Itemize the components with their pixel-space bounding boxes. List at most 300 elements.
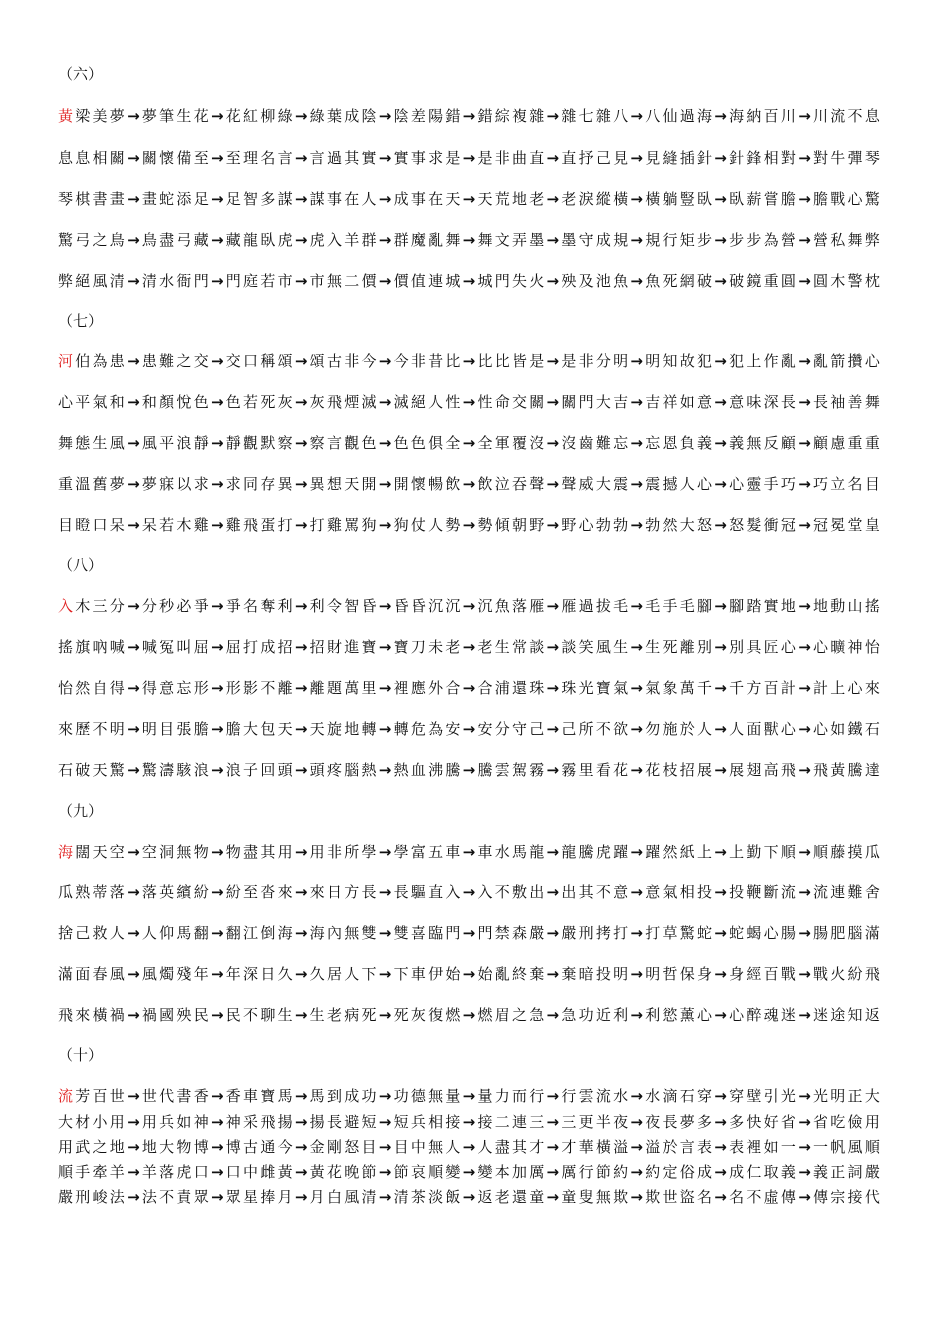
idiom-char: 智 bbox=[344, 597, 360, 615]
idiom-char: 不 bbox=[847, 107, 863, 125]
idiom-char: 救 bbox=[92, 924, 108, 942]
arrow-icon: → bbox=[546, 924, 560, 942]
idiom-char: 非 bbox=[494, 149, 510, 167]
idiom-char: 失 bbox=[511, 272, 527, 290]
idiom-char: 屈 bbox=[225, 638, 241, 656]
idiom-char: 是 bbox=[529, 352, 545, 370]
idiom-char: 弊 bbox=[58, 272, 74, 290]
idiom-char: 大 bbox=[58, 1113, 74, 1131]
idiom-char: 馬 bbox=[309, 1087, 325, 1105]
arrow-icon: → bbox=[630, 1163, 643, 1181]
arrow-icon: → bbox=[378, 965, 392, 983]
idiom-char: 枝 bbox=[662, 761, 678, 779]
idiom-char: 驚 bbox=[864, 190, 880, 208]
idiom-char: 喜 bbox=[410, 924, 426, 942]
idiom-char: 地 bbox=[344, 720, 360, 738]
idiom-chain-line bbox=[58, 1187, 880, 1207]
idiom-char: 理 bbox=[243, 149, 259, 167]
idiom-char: 才 bbox=[529, 1138, 545, 1156]
idiom-char: 壁 bbox=[746, 1087, 762, 1105]
idiom-char: 變 bbox=[477, 1163, 493, 1181]
idiom-char: 落 bbox=[511, 597, 527, 615]
idiom-chain-line bbox=[58, 1086, 880, 1106]
idiom-chain-line bbox=[58, 1137, 880, 1157]
idiom-char: 朝 bbox=[511, 516, 527, 534]
idiom-char: 綠 bbox=[309, 107, 325, 125]
idiom-char: 舍 bbox=[864, 883, 880, 901]
idiom-chain-line bbox=[58, 678, 880, 698]
idiom-char: 難 bbox=[847, 883, 863, 901]
arrow-icon: → bbox=[546, 638, 560, 656]
idiom-char: 沸 bbox=[428, 761, 444, 779]
idiom-char: 黃 bbox=[277, 1163, 293, 1181]
idiom-char: 珠 bbox=[529, 679, 545, 697]
idiom-char: 節 bbox=[361, 1163, 377, 1181]
idiom-char: 成 bbox=[344, 107, 360, 125]
idiom-char: 年 bbox=[225, 965, 241, 983]
idiom-char: 飲 bbox=[445, 475, 461, 493]
idiom-char: 事 bbox=[326, 190, 342, 208]
idiom-char: 得 bbox=[141, 679, 157, 697]
idiom-char: 踏 bbox=[746, 597, 762, 615]
idiom-char: 寶 bbox=[361, 638, 377, 656]
idiom-chain-line bbox=[58, 1005, 880, 1025]
idiom-char: 齒 bbox=[578, 434, 594, 452]
idiom-char: 暢 bbox=[428, 475, 444, 493]
arrow-icon: → bbox=[294, 843, 308, 861]
arrow-icon: → bbox=[714, 1138, 727, 1156]
idiom-char: 浪 bbox=[193, 761, 209, 779]
idiom-char: 蛇 bbox=[159, 190, 175, 208]
idiom-char: 海 bbox=[697, 107, 713, 125]
idiom-char: 老 bbox=[561, 190, 577, 208]
idiom-char: 明 bbox=[109, 720, 125, 738]
idiom-char: 知 bbox=[662, 352, 678, 370]
idiom-char: 小 bbox=[92, 1113, 108, 1131]
arrow-icon: → bbox=[714, 843, 727, 861]
idiom-char: 快 bbox=[746, 1113, 762, 1131]
arrow-icon: → bbox=[294, 1006, 308, 1024]
idiom-char: 生 bbox=[92, 434, 108, 452]
idiom-char: 到 bbox=[326, 1087, 342, 1105]
idiom-char: 價 bbox=[393, 272, 409, 290]
idiom-char: 急 bbox=[561, 1006, 577, 1024]
idiom-char: 浦 bbox=[494, 679, 510, 697]
arrow-icon: → bbox=[127, 190, 140, 208]
idiom-char: 舞 bbox=[847, 231, 863, 249]
idiom-char: 如 bbox=[763, 1138, 779, 1156]
idiom-char: 舞 bbox=[864, 393, 880, 411]
idiom-char: 捨 bbox=[58, 924, 74, 942]
idiom-char: 平 bbox=[75, 393, 91, 411]
idiom-char: 臥 bbox=[729, 190, 745, 208]
idiom-char: 皇 bbox=[864, 516, 880, 534]
idiom-char: 驚 bbox=[679, 924, 695, 942]
idiom-char: 鳥 bbox=[141, 231, 157, 249]
arrow-icon: → bbox=[210, 190, 224, 208]
idiom-char: 滴 bbox=[662, 1087, 678, 1105]
idiom-char: 五 bbox=[428, 843, 444, 861]
idiom-char: 入 bbox=[58, 597, 74, 615]
idiom-char: 勤 bbox=[746, 843, 762, 861]
idiom-char: 爭 bbox=[193, 597, 209, 615]
idiom-char: 熱 bbox=[361, 761, 377, 779]
idiom-char: 膽 bbox=[225, 720, 241, 738]
idiom-char: 招 bbox=[277, 638, 293, 656]
idiom-char: 雜 bbox=[561, 107, 577, 125]
idiom-char: 圓 bbox=[813, 272, 829, 290]
idiom-char: 狗 bbox=[393, 516, 409, 534]
idiom-char: 足 bbox=[225, 190, 241, 208]
idiom-chain-line bbox=[58, 719, 880, 739]
idiom-char: 雲 bbox=[494, 761, 510, 779]
idiom-char: 童 bbox=[561, 1188, 577, 1206]
idiom-char: 枕 bbox=[864, 272, 880, 290]
idiom-char: 嚴 bbox=[864, 1163, 880, 1181]
idiom-char: 流 bbox=[58, 1087, 74, 1105]
idiom-char: 學 bbox=[361, 843, 377, 861]
idiom-char: 采 bbox=[243, 1113, 259, 1131]
idiom-char: 口 bbox=[92, 516, 108, 534]
idiom-char: 雞 bbox=[193, 516, 209, 534]
idiom-char: 出 bbox=[561, 883, 577, 901]
arrow-icon: → bbox=[714, 965, 727, 983]
idiom-char: 燭 bbox=[159, 965, 175, 983]
idiom-char: 轉 bbox=[393, 720, 409, 738]
idiom-char: 開 bbox=[361, 475, 377, 493]
idiom-char: 之 bbox=[511, 1006, 527, 1024]
arrow-icon: → bbox=[378, 679, 392, 697]
idiom-char: 為 bbox=[763, 231, 779, 249]
idiom-char: 心 bbox=[58, 393, 74, 411]
idiom-char: 約 bbox=[645, 1163, 661, 1181]
idiom-char: 安 bbox=[445, 720, 461, 738]
arrow-icon: → bbox=[378, 1113, 392, 1131]
idiom-char: 倒 bbox=[260, 924, 276, 942]
idiom-char: 殘 bbox=[176, 965, 192, 983]
idiom-char: 好 bbox=[763, 1113, 779, 1131]
idiom-char: 屈 bbox=[193, 638, 209, 656]
idiom-char: 灰 bbox=[277, 393, 293, 411]
idiom-char: 危 bbox=[410, 720, 426, 738]
idiom-char: 飛 bbox=[326, 393, 342, 411]
idiom-char: 袖 bbox=[830, 393, 846, 411]
idiom-char: 水 bbox=[159, 272, 175, 290]
idiom-char: 異 bbox=[277, 475, 293, 493]
idiom-char: 寶 bbox=[595, 679, 611, 697]
idiom-char: 風 bbox=[109, 965, 125, 983]
idiom-char: 鞭 bbox=[746, 883, 762, 901]
idiom-char: 自 bbox=[92, 679, 108, 697]
idiom-char: 全 bbox=[445, 434, 461, 452]
arrow-icon: → bbox=[798, 107, 811, 125]
idiom-char: 生 bbox=[494, 638, 510, 656]
arrow-icon: → bbox=[378, 231, 392, 249]
idiom-char: 大 bbox=[159, 1138, 175, 1156]
arrow-icon: → bbox=[630, 843, 643, 861]
arrow-icon: → bbox=[210, 434, 224, 452]
idiom-char: 己 bbox=[529, 720, 545, 738]
idiom-char: 水 bbox=[613, 1087, 629, 1105]
idiom-char: 物 bbox=[193, 843, 209, 861]
idiom-char: 多 bbox=[260, 190, 276, 208]
idiom-char: 詞 bbox=[847, 1163, 863, 1181]
idiom-char: 色 bbox=[361, 434, 377, 452]
idiom-char: 衝 bbox=[763, 516, 779, 534]
idiom-char: 不 bbox=[243, 1006, 259, 1024]
idiom-char: 蛇 bbox=[729, 924, 745, 942]
idiom-char: 心 bbox=[729, 1006, 745, 1024]
idiom-char: 重 bbox=[864, 434, 880, 452]
idiom-char: 氣 bbox=[613, 679, 629, 697]
idiom-char: 義 bbox=[697, 434, 713, 452]
idiom-char: 博 bbox=[225, 1138, 241, 1156]
idiom-char: 飯 bbox=[445, 1188, 461, 1206]
idiom-char: 網 bbox=[679, 272, 695, 290]
idiom-char: 義 bbox=[813, 1163, 829, 1181]
idiom-char: 更 bbox=[578, 1113, 594, 1131]
idiom-char: 見 bbox=[645, 149, 661, 167]
idiom-char: 謀 bbox=[277, 190, 293, 208]
idiom-char: 陽 bbox=[428, 107, 444, 125]
idiom-char: 投 bbox=[595, 965, 611, 983]
arrow-icon: → bbox=[798, 393, 811, 411]
arrow-icon: → bbox=[546, 516, 560, 534]
idiom-char: 目 bbox=[58, 516, 74, 534]
idiom-char: 兵 bbox=[410, 1113, 426, 1131]
idiom-char: 穿 bbox=[729, 1087, 745, 1105]
idiom-char: 返 bbox=[477, 1188, 493, 1206]
idiom-char: 儉 bbox=[847, 1113, 863, 1131]
arrow-icon: → bbox=[630, 1087, 643, 1105]
idiom-char: 蒂 bbox=[92, 883, 108, 901]
idiom-char: 疼 bbox=[326, 761, 342, 779]
idiom-char: 於 bbox=[679, 720, 695, 738]
idiom-char: 對 bbox=[780, 149, 796, 167]
idiom-char: 荒 bbox=[494, 190, 510, 208]
arrow-icon: → bbox=[798, 272, 811, 290]
arrow-icon: → bbox=[798, 149, 811, 167]
idiom-char: 刀 bbox=[410, 638, 426, 656]
idiom-char: 備 bbox=[176, 149, 192, 167]
idiom-char: 吞 bbox=[511, 475, 527, 493]
idiom-char: 談 bbox=[561, 638, 577, 656]
idiom-char: 沒 bbox=[529, 434, 545, 452]
idiom-char: 定 bbox=[662, 1163, 678, 1181]
arrow-icon: → bbox=[546, 1113, 560, 1131]
idiom-char: 法 bbox=[141, 1188, 157, 1206]
idiom-char: 頌 bbox=[277, 352, 293, 370]
arrow-icon: → bbox=[294, 883, 308, 901]
idiom-char: 臨 bbox=[428, 924, 444, 942]
idiom-char: 功 bbox=[578, 1006, 594, 1024]
idiom-char: 千 bbox=[697, 679, 713, 697]
idiom-char: 手 bbox=[763, 475, 779, 493]
idiom-char: 無 bbox=[428, 1087, 444, 1105]
arrow-icon: → bbox=[546, 393, 560, 411]
arrow-icon: → bbox=[127, 638, 140, 656]
arrow-icon: → bbox=[798, 761, 811, 779]
idiom-char: 行 bbox=[561, 1087, 577, 1105]
idiom-char: 還 bbox=[511, 679, 527, 697]
idiom-char: 戰 bbox=[813, 965, 829, 983]
idiom-char: 相 bbox=[763, 149, 779, 167]
idiom-char: 棄 bbox=[561, 965, 577, 983]
idiom-char: 虎 bbox=[176, 1163, 192, 1181]
idiom-char: 引 bbox=[763, 1087, 779, 1105]
arrow-icon: → bbox=[630, 1188, 643, 1206]
idiom-char: 堂 bbox=[847, 516, 863, 534]
idiom-char: 明 bbox=[645, 965, 661, 983]
arrow-icon: → bbox=[798, 1138, 811, 1156]
arrow-icon: → bbox=[294, 638, 308, 656]
idiom-char: 地 bbox=[109, 1138, 125, 1156]
idiom-char: 毛 bbox=[679, 597, 695, 615]
idiom-char: 天 bbox=[309, 720, 325, 738]
idiom-char: 實 bbox=[763, 597, 779, 615]
idiom-char: 價 bbox=[361, 272, 377, 290]
idiom-char: 關 bbox=[561, 393, 577, 411]
idiom-char: 合 bbox=[477, 679, 493, 697]
idiom-char: 至 bbox=[193, 149, 209, 167]
idiom-char: 百 bbox=[763, 107, 779, 125]
idiom-char: 熟 bbox=[75, 883, 91, 901]
idiom-char: 龍 bbox=[561, 843, 577, 861]
idiom-char: 刑 bbox=[75, 1188, 91, 1206]
idiom-char: 己 bbox=[75, 924, 91, 942]
idiom-char: 膽 bbox=[193, 720, 209, 738]
idiom-char: 石 bbox=[864, 720, 880, 738]
arrow-icon: → bbox=[378, 761, 392, 779]
idiom-char: 伊 bbox=[428, 965, 444, 983]
idiom-char: 在 bbox=[428, 190, 444, 208]
idiom-char: 木 bbox=[75, 597, 91, 615]
idiom-char: 老 bbox=[529, 190, 545, 208]
idiom-char: 臥 bbox=[260, 231, 276, 249]
idiom-char: 門 bbox=[494, 272, 510, 290]
idiom-char: 謀 bbox=[309, 190, 325, 208]
idiom-char: 合 bbox=[445, 679, 461, 697]
idiom-char: 今 bbox=[361, 352, 377, 370]
idiom-char: 迷 bbox=[813, 1006, 829, 1024]
idiom-char: 欺 bbox=[613, 1188, 629, 1206]
arrow-icon: → bbox=[714, 352, 727, 370]
arrow-icon: → bbox=[630, 190, 643, 208]
arrow-icon: → bbox=[210, 638, 224, 656]
idiom-char: 異 bbox=[309, 475, 325, 493]
idiom-char: 中 bbox=[410, 1138, 426, 1156]
idiom-char: 無 bbox=[428, 1138, 444, 1156]
idiom-char: 七 bbox=[578, 107, 594, 125]
idiom-char: 殃 bbox=[176, 1006, 192, 1024]
idiom-char: 觀 bbox=[243, 434, 259, 452]
idiom-char: 藤 bbox=[830, 843, 846, 861]
arrow-icon: → bbox=[210, 1138, 224, 1156]
idiom-char: 紛 bbox=[847, 965, 863, 983]
idiom-char: 圓 bbox=[780, 272, 796, 290]
arrow-icon: → bbox=[378, 1087, 392, 1105]
idiom-char: 市 bbox=[277, 272, 293, 290]
idiom-char: 所 bbox=[344, 843, 360, 861]
idiom-char: 取 bbox=[763, 1163, 779, 1181]
idiom-char: 目 bbox=[393, 1138, 409, 1156]
idiom-char: 搖 bbox=[864, 597, 880, 615]
idiom-char: 名 bbox=[847, 475, 863, 493]
idiom-char: 寶 bbox=[393, 638, 409, 656]
idiom-char: 動 bbox=[830, 597, 846, 615]
idiom-char: 相 bbox=[679, 883, 695, 901]
idiom-char: 綜 bbox=[494, 107, 510, 125]
idiom-char: 滿 bbox=[864, 924, 880, 942]
idiom-char: 多 bbox=[729, 1113, 745, 1131]
idiom-char: 溢 bbox=[613, 1138, 629, 1156]
idiom-char: 日 bbox=[326, 883, 342, 901]
arrow-icon: → bbox=[462, 597, 476, 615]
idiom-char: 傾 bbox=[494, 516, 510, 534]
idiom-char: 心 bbox=[697, 475, 713, 493]
idiom-char: 人 bbox=[697, 720, 713, 738]
idiom-char: 復 bbox=[428, 1006, 444, 1024]
arrow-icon: → bbox=[294, 924, 308, 942]
idiom-char: 川 bbox=[780, 107, 796, 125]
idiom-char: 血 bbox=[410, 761, 426, 779]
idiom-char: 紅 bbox=[243, 107, 259, 125]
idiom-char: 離 bbox=[679, 638, 695, 656]
idiom-char: 表 bbox=[729, 1138, 745, 1156]
idiom-char: 意 bbox=[613, 883, 629, 901]
idiom-char: 雌 bbox=[260, 1163, 276, 1181]
idiom-char: 怡 bbox=[864, 638, 880, 656]
idiom-char: 警 bbox=[847, 272, 863, 290]
idiom-char: 直 bbox=[561, 149, 577, 167]
idiom-char: 美 bbox=[92, 107, 108, 125]
idiom-char: 熱 bbox=[393, 761, 409, 779]
idiom-char: 晚 bbox=[344, 1163, 360, 1181]
idiom-char: 過 bbox=[679, 107, 695, 125]
arrow-icon: → bbox=[462, 516, 476, 534]
idiom-char: 在 bbox=[344, 190, 360, 208]
arrow-icon: → bbox=[378, 107, 392, 125]
idiom-char: 怒 bbox=[697, 516, 713, 534]
arrow-icon: → bbox=[630, 272, 643, 290]
idiom-char: 接 bbox=[445, 1113, 461, 1131]
idiom-char: 行 bbox=[578, 1163, 594, 1181]
idiom-char: 稱 bbox=[260, 352, 276, 370]
idiom-char: 裡 bbox=[746, 1138, 762, 1156]
idiom-char: 帆 bbox=[830, 1138, 846, 1156]
arrow-icon: → bbox=[546, 720, 560, 738]
idiom-char: 舞 bbox=[58, 434, 74, 452]
idiom-char: 木 bbox=[176, 516, 192, 534]
idiom-char: 物 bbox=[225, 843, 241, 861]
arrow-icon: → bbox=[210, 597, 224, 615]
idiom-char: 死 bbox=[662, 272, 678, 290]
arrow-icon: → bbox=[294, 107, 308, 125]
idiom-char: 交 bbox=[193, 352, 209, 370]
idiom-char: 不 bbox=[159, 1188, 175, 1206]
idiom-char: 故 bbox=[679, 352, 695, 370]
arrow-icon: → bbox=[378, 272, 392, 290]
idiom-char: 不 bbox=[260, 679, 276, 697]
idiom-char: 仙 bbox=[662, 107, 678, 125]
idiom-char: 用 bbox=[58, 1138, 74, 1156]
arrow-icon: → bbox=[714, 516, 727, 534]
idiom-char: 重 bbox=[58, 475, 74, 493]
idiom-char: 打 bbox=[309, 516, 325, 534]
idiom-char: 顏 bbox=[159, 393, 175, 411]
idiom-char: 是 bbox=[477, 149, 493, 167]
idiom-chain-line bbox=[58, 189, 880, 209]
